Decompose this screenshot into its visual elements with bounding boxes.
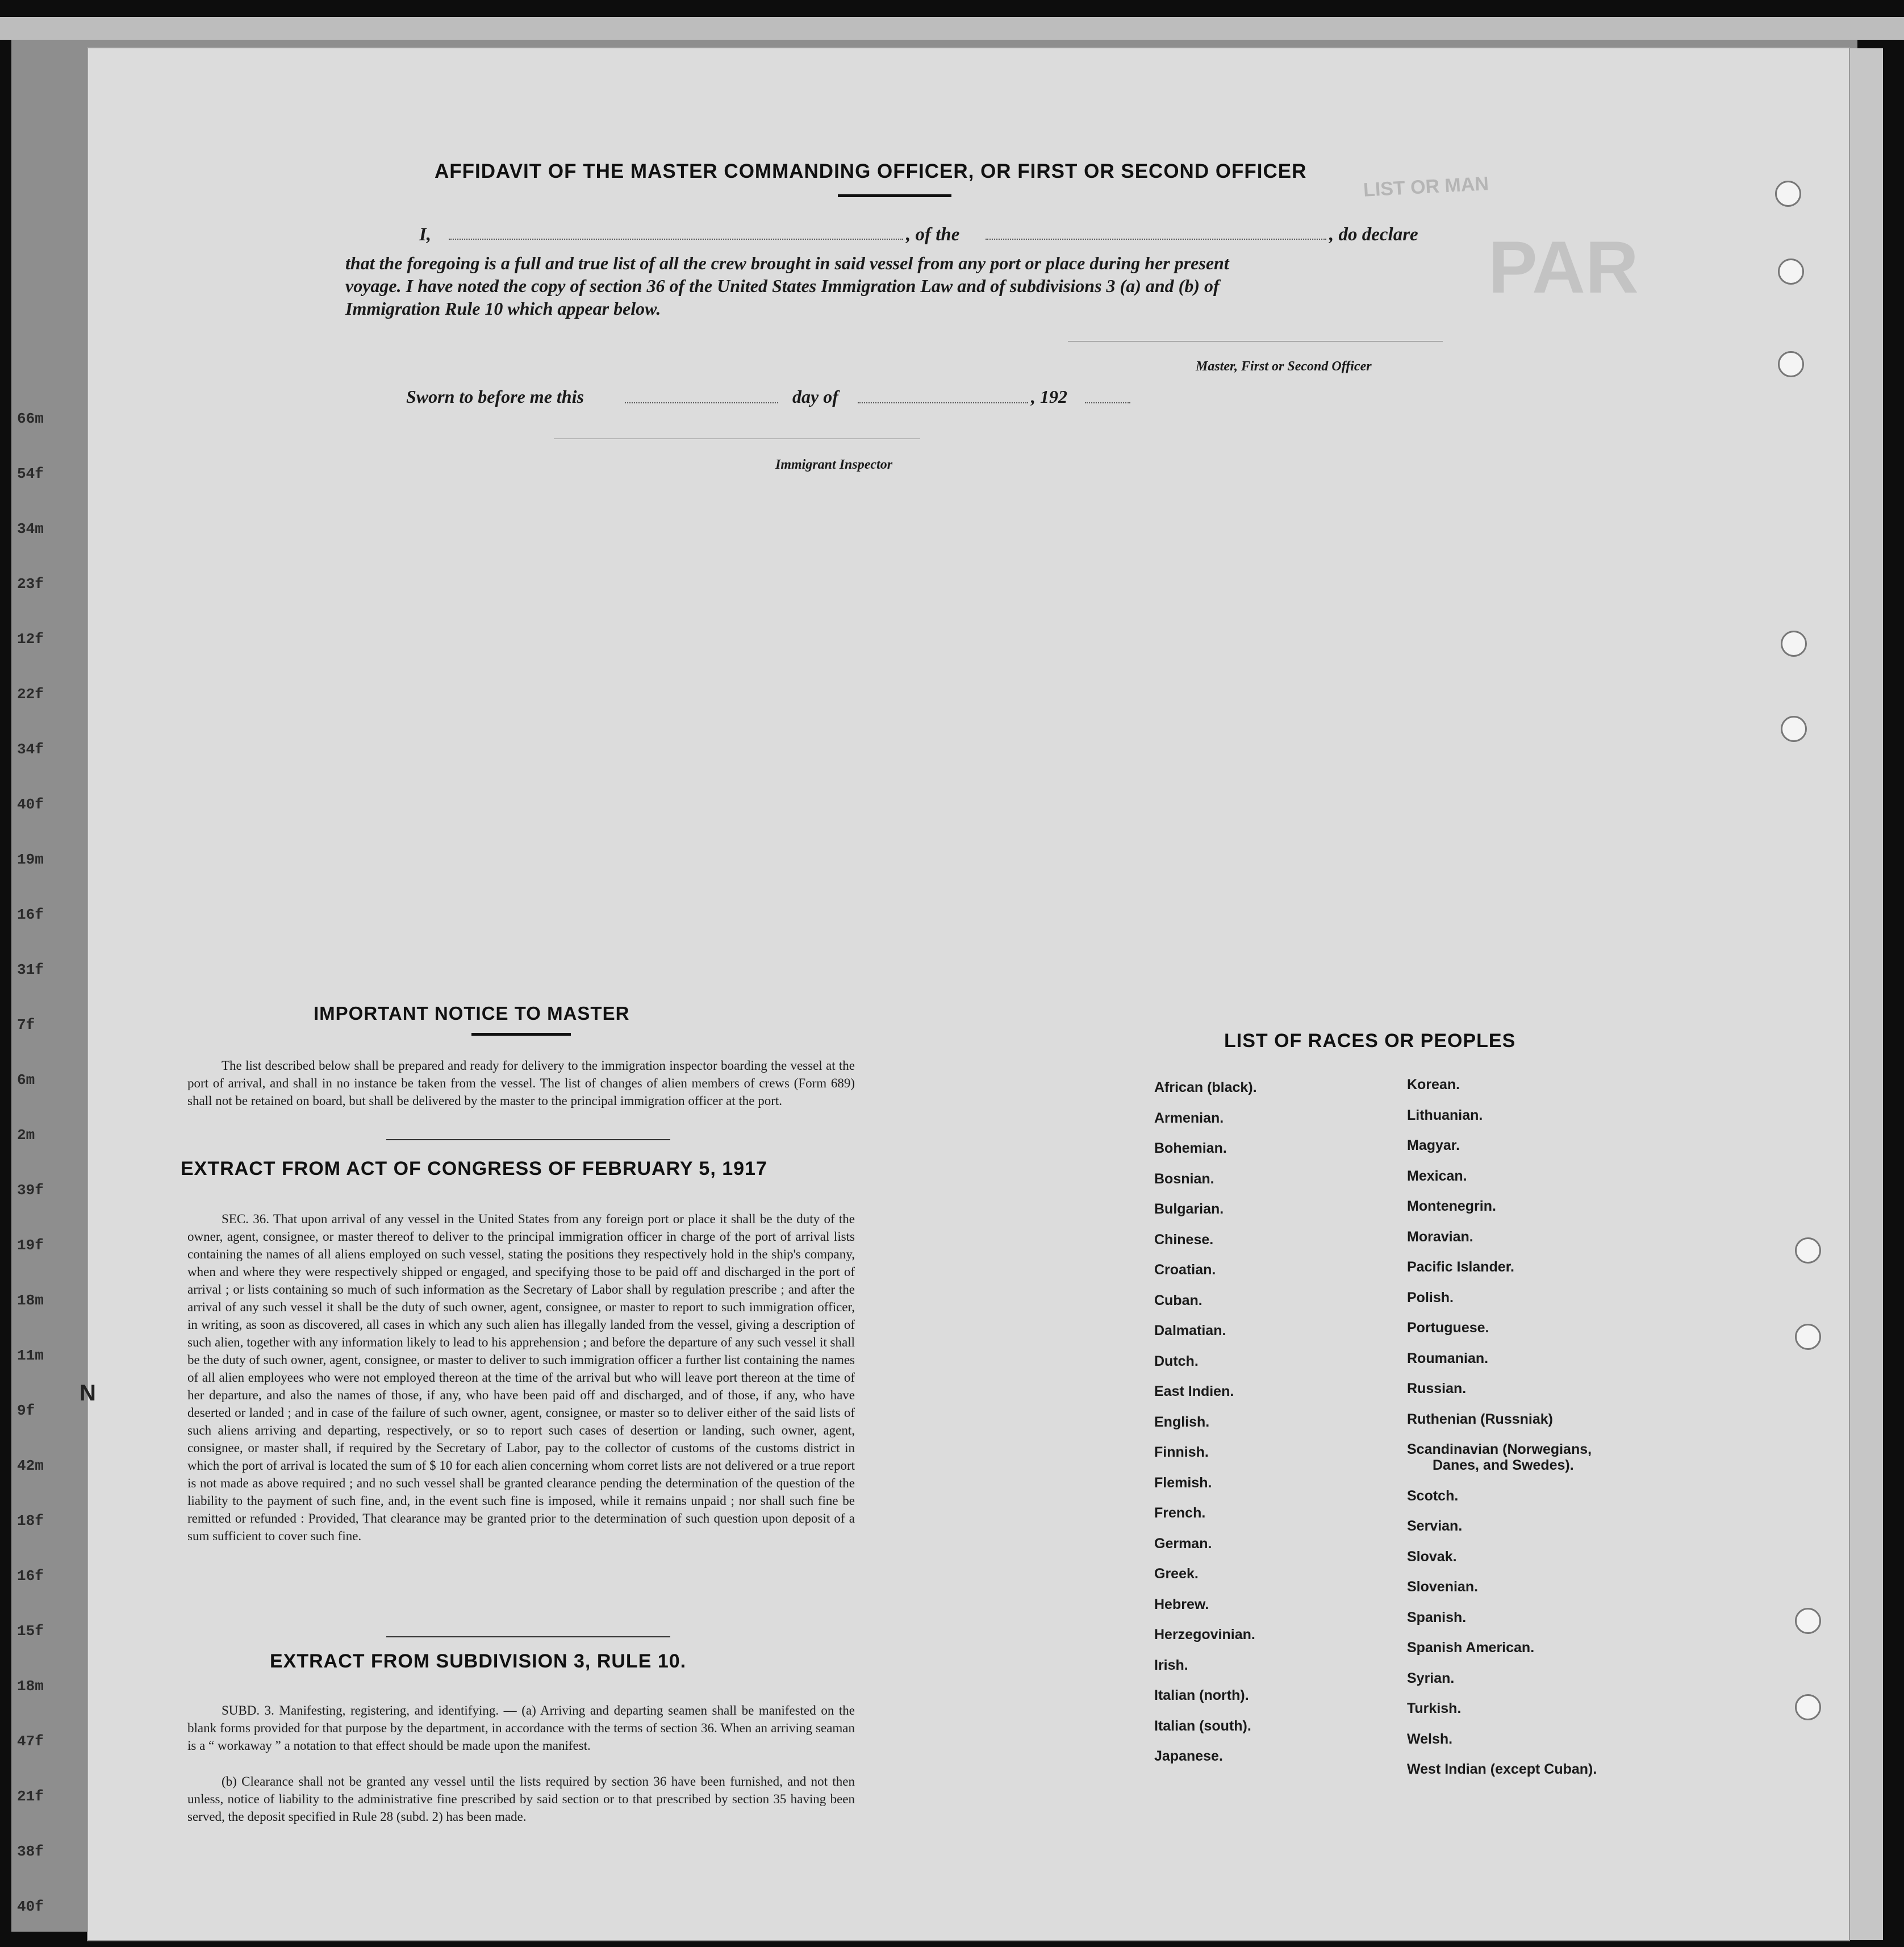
race-item: Scotch. [1407,1487,1459,1504]
margin-row-label: 66m [17,410,44,427]
race-item: Finnish. [1154,1444,1209,1460]
race-item: Bulgarian. [1154,1201,1224,1217]
margin-row-label: 16f [17,1567,44,1585]
punch-hole [1781,716,1807,742]
punch-hole [1781,631,1807,657]
punch-hole [1778,259,1804,285]
punch-hole [1778,351,1804,377]
affidavit-declare: , do declare [1329,224,1418,245]
margin-row-label: 9f [17,1402,35,1419]
margin-row-label: 42m [17,1457,44,1474]
margin-row-label: 47f [17,1733,44,1750]
punch-hole [1795,1237,1821,1264]
name-blank [449,239,903,240]
race-item: Polish. [1407,1289,1454,1306]
race-item: Russian. [1407,1381,1467,1396]
margin-row-label: 15f [17,1623,44,1640]
sworn-day-blank [625,402,778,403]
race-item: Montenegrin. [1407,1198,1496,1214]
race-item: Spanish. [1407,1609,1467,1625]
race-item: Dalmatian. [1154,1323,1226,1339]
affidavit-line-2: that the foregoing is a full and true list of all the crew brought in said vessel from any port or place during her present [345,253,1229,273]
race-item: Scandinavian (Norwegians, [1407,1441,1592,1457]
race-item: Roumanian. [1407,1350,1489,1366]
margin-row-label: 22f [17,686,44,703]
margin-row-label: 40f [17,1898,44,1915]
race-item: Ruthenian (Russniak) [1407,1411,1553,1427]
race-item: Moravian. [1407,1228,1473,1245]
master-caption: Master, First or Second Officer [1196,359,1372,374]
margin-row-label: 21f [17,1788,44,1805]
race-item: West Indian (except Cuban). [1407,1761,1597,1777]
race-item: Bosnian. [1154,1170,1214,1187]
affidavit-i: I, [419,224,432,245]
margin-row-label: 54f [17,465,44,482]
rule-text-a: SUBD. 3. Manifesting, registering, and identifying. — (a) Arriving and departing seamen shall be manifested on the blank forms provided for that purpose by the department, in accordance with the terms of section 36. When an arriving seaman is a “ workaway ” a notation to that effect should be made upon the manifest. [187,1703,855,1753]
affidavit-line-4: Immigration Rule 10 which appear below. [345,298,661,319]
race-item: East Indien. [1154,1383,1234,1399]
left-margin-row-labels [17,0,85,1947]
race-item: Syrian. [1407,1670,1455,1686]
margin-row-label: 11m [17,1347,44,1364]
under-sheet-top-edge [0,17,1904,40]
vessel-blank [986,239,1326,240]
margin-partial-text: N [80,1381,96,1406]
margin-row-label: 34m [17,520,44,537]
margin-row-label: 23f [17,576,44,593]
separator-rule [386,1139,670,1140]
punch-hole [1795,1694,1821,1720]
race-item: Herzegovinian. [1154,1627,1255,1642]
act-text: SEC. 36. That upon arrival of any vessel in the United States from any foreign port or place it shall be the duty of the owner, agent, consignee, or master thereof to deliver to the principal immigration officer in charge of the port of arrival lists containing the names of all aliens employed on such vessel, stating the positions they respectively hold in the ship's company, when and where they were respectively shipped or engaged, and specifying those to be paid off and discharged in the port of arrival ; or lists containing so much of such information as the Secretary of Labor shall by regulation prescribe ; and after the arrival of any such vessel it shall be the duty of such owner, agent, consignee, or master to report to such immigration officer, in writing, as soon as discovered, all cases in which any such alien has illegally landed from the vessel, giving a description of such alien, together with any information likely to lead to his apprehension ; and before the departure of any such vessel it shall be the duty of such owner, agent, consignee, or master to deliver to such immigration officer a further list containing the names of all alien employees who were not employed thereon at the time of the arrival but who will leave port thereon at the time of her departure, and also the names of those, if any, who have been paid off and discharged, and of those, if any, who have deserted or landed ; and in case of the failure of such owner, agent, consignee, or master so to deliver either of the said lists of such aliens arriving and departing, respectively, or so to report such cases of desertion or landing, such owner, agent, consignee, or master shall, if required by the Secretary of Labor, pay to the collector of customs of the customs district in which the port of arrival is located the sum of $ 10 for each alien concerning whom corret lists are not delivered or a true report is not made as above required ; and no such vessel shall be granted clearance pending the determination of the question of the liability to the payment of such fine, and, in the event such fine is imposed, while it remains unpaid ; nor shall such fine be remitted or refunded : Provided, That clearance may be granted prior to the determination of such question upon deposit of a sum sufficient to cover such fine. [187,1212,855,1543]
margin-row-label: 18m [17,1292,44,1309]
margin-row-label: 12f [17,631,44,648]
margin-row-label: 2m [17,1127,35,1144]
races-title: LIST OF RACES OR PEOPLES [1224,1030,1516,1052]
sworn-year-blank [1085,402,1130,403]
title-underline [838,194,951,197]
margin-row-label: 7f [17,1016,35,1033]
margin-row-label: 18f [17,1512,44,1529]
race-item: Spanish American. [1407,1640,1535,1656]
punch-hole [1795,1608,1821,1634]
race-item: Bohemian. [1154,1140,1227,1156]
race-item: Slovak. [1407,1548,1457,1565]
race-item: Dutch. [1154,1353,1199,1369]
margin-row-label: 40f [17,796,44,813]
affidavit-line-3: voyage. I have noted the copy of section 36 of the United States Immigration Law and of subdivisions 3 (a) and (b) of [345,276,1220,296]
separator-rule [386,1636,670,1637]
affidavit-title: AFFIDAVIT OF THE MASTER COMMANDING OFFICER, OR FIRST OR SECOND OFFICER [435,160,1307,182]
punch-hole [1775,181,1801,207]
race-item: Greek. [1154,1566,1199,1582]
show-through-title: LIST OR MAN [1363,173,1489,201]
day-of-text: day of [792,386,838,407]
sheet-right-edge [1849,48,1883,1940]
margin-row-label: 16f [17,906,44,923]
year-text: , 192 [1031,386,1067,407]
race-item: Slovenian. [1407,1579,1479,1595]
sworn-text: Sworn to before me this [406,386,584,407]
show-through-word: PAR [1488,226,1639,308]
race-item: Cuban. [1154,1292,1202,1308]
affidavit-of-the: , of the [906,224,960,245]
margin-row-label: 18m [17,1678,44,1695]
race-item: Korean. [1407,1077,1460,1093]
inspector-caption: Immigrant Inspector [775,457,893,472]
race-item: Hebrew. [1154,1596,1209,1612]
margin-row-label: 34f [17,741,44,758]
race-item: Italian (south). [1154,1717,1251,1734]
race-item: Chinese. [1154,1231,1214,1248]
margin-row-label: 39f [17,1182,44,1199]
notice-title: IMPORTANT NOTICE TO MASTER [314,1003,630,1024]
race-item: Danes, and Swedes). [1433,1457,1574,1473]
margin-row-label: 19m [17,851,44,868]
margin-row-label: 38f [17,1843,44,1860]
race-item: African (black). [1154,1079,1257,1095]
race-item: Lithuanian. [1407,1107,1483,1123]
race-item: Welsh. [1407,1731,1453,1747]
notice-text: The list described below shall be prepared and ready for delivery to the immigration inspector boarding the vessel at the port of arrival, and shall in no instance be taken from the vessel. The list of changes of alien members of crews (Form 689) shall not be retained on board, but shall be delivered by the master to the principal immigration officer at the port. [187,1058,855,1108]
race-item: Flemish. [1154,1474,1212,1491]
race-item: Servian. [1407,1518,1463,1534]
margin-row-label: 6m [17,1072,35,1089]
notice-underline [471,1033,571,1036]
race-item: Turkish. [1407,1700,1462,1716]
race-item: Japanese. [1154,1748,1223,1764]
sworn-month-blank [858,402,1028,403]
race-item: Magyar. [1407,1137,1460,1153]
margin-row-label: 19f [17,1237,44,1254]
margin-row-label: 31f [17,961,44,978]
race-item: Pacific Islander. [1407,1259,1514,1275]
race-item: Irish. [1154,1657,1188,1673]
punch-hole [1795,1324,1821,1350]
rule-text-b: (b) Clearance shall not be granted any vessel until the lists required by section 36 have been furnished, and not then unless, notice of liability to the administrative fine prescribed by said section or to that prescribed by section 35 having been served, the deposit specified in Rule 28 (subd. 2) has been made. [187,1774,855,1824]
race-item: Croatian. [1154,1262,1216,1278]
race-item: English. [1154,1414,1210,1430]
race-item: Mexican. [1407,1168,1467,1184]
race-item: French. [1154,1505,1206,1521]
race-item: German. [1154,1535,1212,1552]
rule-title: EXTRACT FROM SUBDIVISION 3, RULE 10. [270,1650,687,1672]
race-item: Portuguese. [1407,1320,1489,1336]
race-item: Italian (north). [1154,1687,1249,1703]
act-title: EXTRACT FROM ACT OF CONGRESS OF FEBRUARY 5, 1917 [181,1158,767,1179]
race-item: Armenian. [1154,1110,1224,1126]
